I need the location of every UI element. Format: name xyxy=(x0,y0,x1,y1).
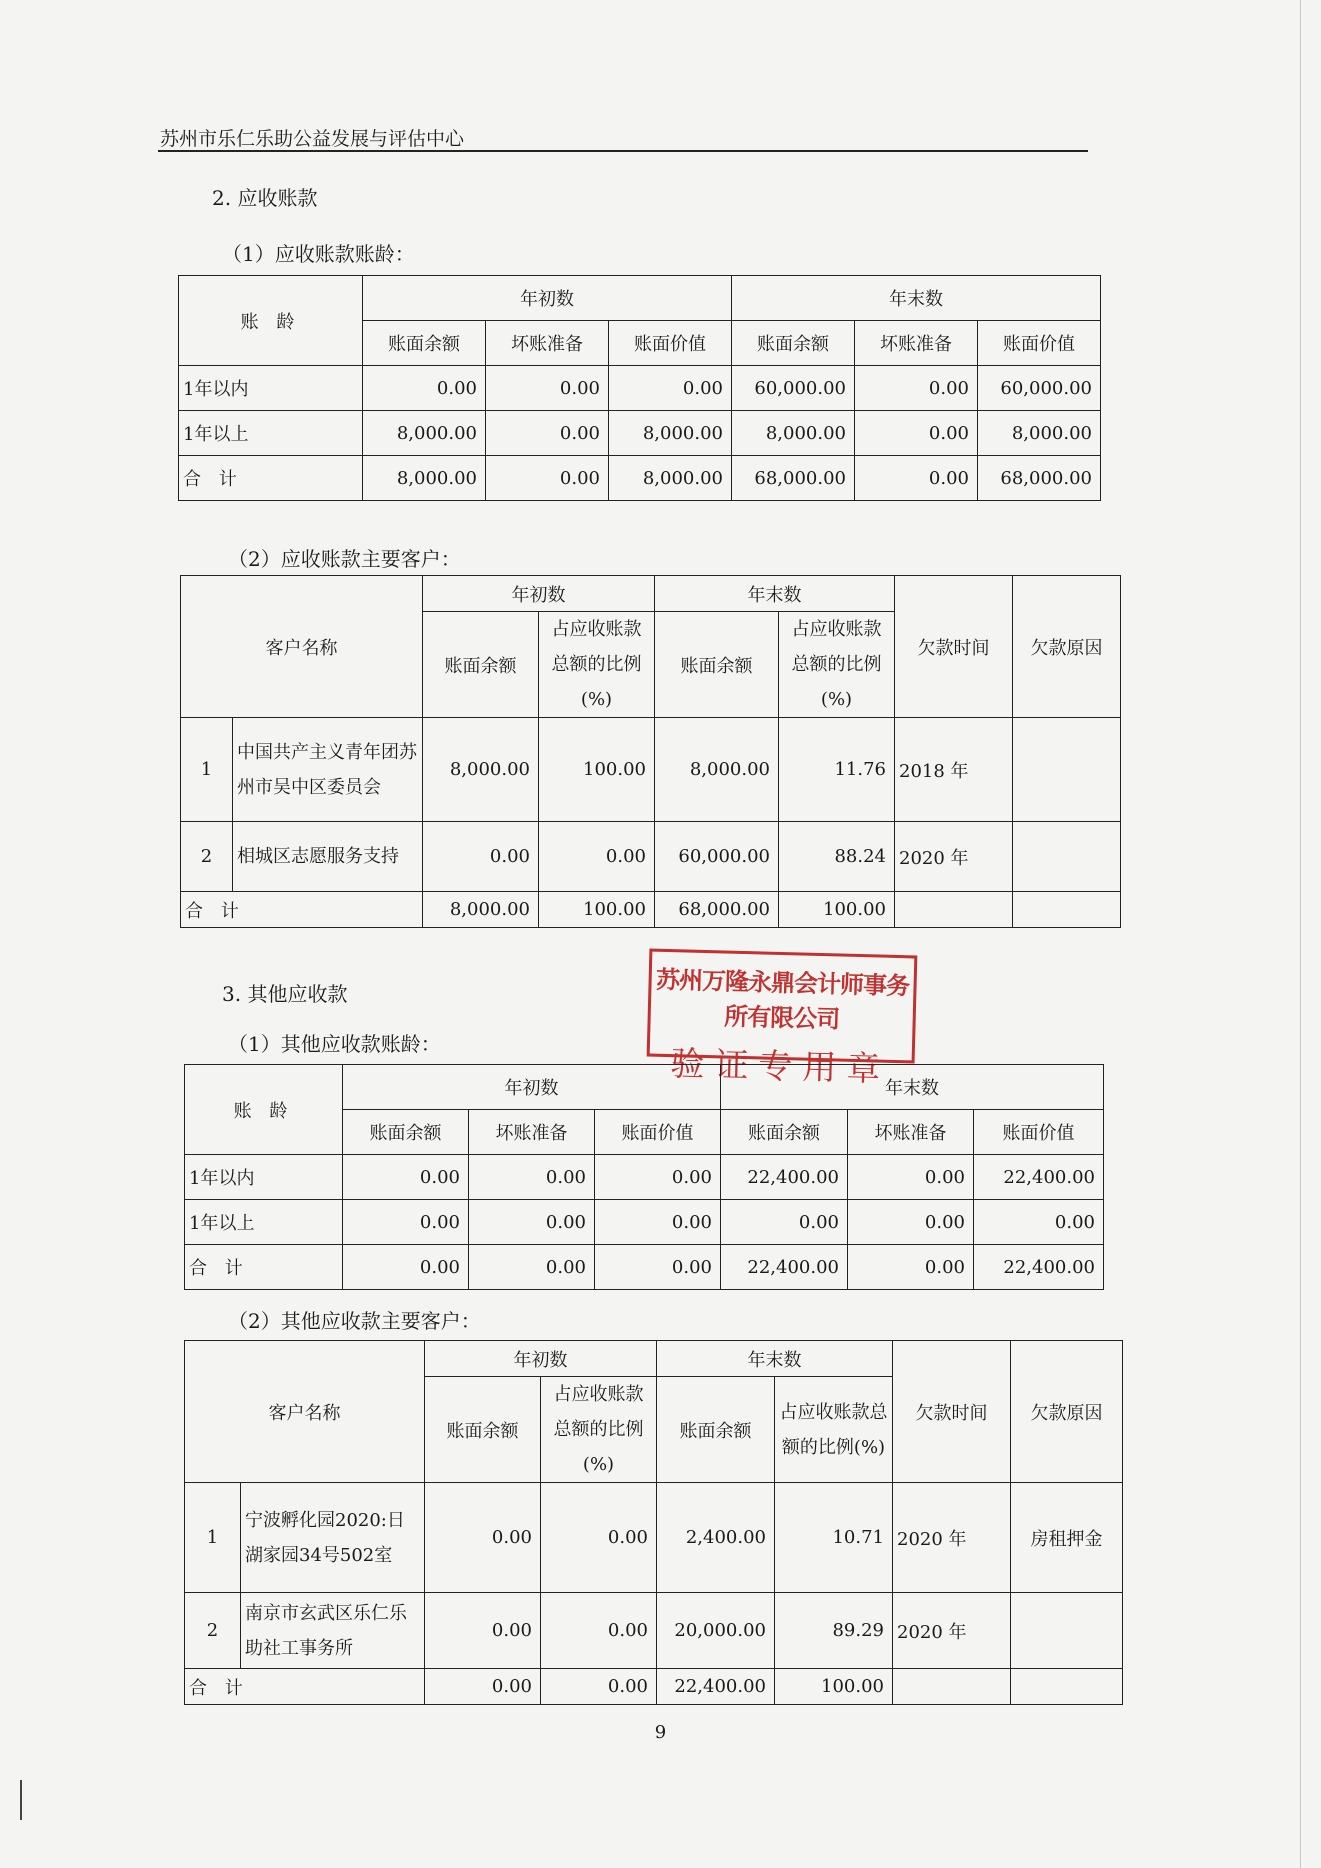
cell-total-label: 合 计 xyxy=(179,456,363,501)
cell-value: 68,000.00 xyxy=(655,892,779,928)
cell-empty xyxy=(1013,892,1121,928)
cell-value: 0.00 xyxy=(855,411,978,456)
cell-value: 0.00 xyxy=(848,1245,974,1290)
scan-edge-line xyxy=(1300,0,1301,1868)
cell-value: 100.00 xyxy=(539,718,655,822)
header-ratio: 占应收账款总额的比例(%) xyxy=(779,612,895,718)
cell-value: 0.00 xyxy=(721,1200,848,1245)
cell-value: 0.00 xyxy=(855,456,978,501)
table-row xyxy=(185,1200,1104,1245)
cell-value: 0.00 xyxy=(363,366,486,411)
cell-value: 0.00 xyxy=(595,1200,721,1245)
header-ratio: 占应收账款总额的比例(%) xyxy=(541,1377,657,1483)
cell-value: 0.00 xyxy=(343,1245,469,1290)
cell-value: 0.00 xyxy=(539,822,655,892)
header-rule xyxy=(158,150,1088,152)
header-book-balance: 账面余额 xyxy=(363,321,486,366)
cell-value: 0.00 xyxy=(855,366,978,411)
cell-value: 22,400.00 xyxy=(721,1245,848,1290)
cell-value: 22,400.00 xyxy=(721,1155,848,1200)
header-arrears-reason: 欠款原因 xyxy=(1011,1341,1123,1483)
cell-arrears-reason xyxy=(1013,718,1121,822)
cell-value: 22,400.00 xyxy=(657,1669,775,1705)
cell-value: 8,000.00 xyxy=(363,411,486,456)
subtitle-receivable-aging: （1）应收账款账龄： xyxy=(222,242,415,266)
header-book-balance: 账面余额 xyxy=(721,1110,848,1155)
cell-customer-name: 相城区志愿服务支持 xyxy=(233,822,423,892)
header-year-begin: 年初数 xyxy=(425,1341,657,1377)
cell-value: 60,000.00 xyxy=(655,822,779,892)
cell-value: 2,400.00 xyxy=(657,1483,775,1593)
table-row-total xyxy=(185,1245,1104,1290)
cell-arrears-time: 2020 年 xyxy=(893,1593,1011,1669)
section-title-receivables: 2. 应收账款 xyxy=(212,186,318,210)
cell-empty xyxy=(893,1669,1011,1705)
section-title-other-receivables: 3. 其他应收款 xyxy=(222,982,348,1006)
cell-value: 0.00 xyxy=(343,1155,469,1200)
header-year-end: 年末数 xyxy=(657,1341,893,1377)
header-ratio: 占应收账款总额的比例(%) xyxy=(775,1377,893,1483)
header-bad-debt: 坏账准备 xyxy=(486,321,609,366)
cell-value: 68,000.00 xyxy=(732,456,855,501)
cell-value: 100.00 xyxy=(775,1669,893,1705)
header-book-value: 账面价值 xyxy=(978,321,1101,366)
cell-customer-name: 中国共产主义青年团苏州市吴中区委员会 xyxy=(233,718,423,822)
header-aging: 账 龄 xyxy=(185,1065,343,1155)
other-receivable-customers-table xyxy=(184,1340,1123,1705)
header-book-balance: 账面余额 xyxy=(655,612,779,718)
cell-value: 0.00 xyxy=(595,1245,721,1290)
margin-mark xyxy=(20,1780,22,1820)
cell-value: 89.29 xyxy=(775,1593,893,1669)
header-year-begin: 年初数 xyxy=(363,276,732,321)
cell-value: 0.00 xyxy=(541,1669,657,1705)
stamp-firm-name: 苏州万隆永鼎会计师事务所有限公司 xyxy=(655,964,910,1034)
header-book-balance: 账面余额 xyxy=(343,1110,469,1155)
cell-value: 0.00 xyxy=(469,1200,595,1245)
cell-aging: 1年以内 xyxy=(179,366,363,411)
header-year-end: 年末数 xyxy=(721,1065,1104,1110)
table-row xyxy=(185,1483,1123,1593)
other-receivable-aging-table xyxy=(184,1064,1104,1290)
header-book-value: 账面价值 xyxy=(974,1110,1104,1155)
cell-value: 0.00 xyxy=(486,456,609,501)
cell-aging: 1年以上 xyxy=(179,411,363,456)
cell-value: 8,000.00 xyxy=(978,411,1101,456)
cell-aging: 1年以上 xyxy=(185,1200,343,1245)
cell-customer-name: 南京市玄武区乐仁乐助社工事务所 xyxy=(241,1593,425,1669)
header-year-begin: 年初数 xyxy=(423,576,655,612)
cell-index: 2 xyxy=(185,1593,241,1669)
receivable-aging-table xyxy=(178,275,1101,501)
cell-index: 2 xyxy=(181,822,233,892)
table-row xyxy=(185,1593,1123,1669)
cell-arrears-time: 2018 年 xyxy=(895,718,1013,822)
header-ratio: 占应收账款总额的比例(%) xyxy=(539,612,655,718)
subtitle-other-aging: （1）其他应收款账龄： xyxy=(228,1032,441,1056)
header-aging: 账 龄 xyxy=(179,276,363,366)
header-year-end: 年末数 xyxy=(732,276,1101,321)
cell-value: 0.00 xyxy=(974,1200,1104,1245)
table-row-total xyxy=(181,892,1121,928)
cell-total-label: 合 计 xyxy=(185,1669,425,1705)
cell-arrears-time: 2020 年 xyxy=(895,822,1013,892)
cell-value: 0.00 xyxy=(848,1200,974,1245)
cell-value: 8,000.00 xyxy=(423,892,539,928)
header-customer-name: 客户名称 xyxy=(181,576,423,718)
cell-customer-name: 宁波孵化园2020:日湖家园34号502室 xyxy=(241,1483,425,1593)
table-row xyxy=(185,1155,1104,1200)
subtitle-receivable-customers: （2）应收账款主要客户： xyxy=(228,547,461,571)
cell-aging: 1年以内 xyxy=(185,1155,343,1200)
cell-value: 8,000.00 xyxy=(609,411,732,456)
header-customer-name: 客户名称 xyxy=(185,1341,425,1483)
header-book-balance: 账面余额 xyxy=(732,321,855,366)
cell-value: 100.00 xyxy=(539,892,655,928)
cell-value: 0.00 xyxy=(595,1155,721,1200)
cell-value: 0.00 xyxy=(609,366,732,411)
cell-value: 8,000.00 xyxy=(423,718,539,822)
cell-value: 8,000.00 xyxy=(732,411,855,456)
cell-value: 0.00 xyxy=(425,1593,541,1669)
page-header-org: 苏州市乐仁乐助公益发展与评估中心 xyxy=(160,128,465,150)
cell-value: 60,000.00 xyxy=(732,366,855,411)
cell-value: 8,000.00 xyxy=(655,718,779,822)
cell-value: 0.00 xyxy=(425,1669,541,1705)
cell-value: 8,000.00 xyxy=(609,456,732,501)
cell-arrears-reason xyxy=(1011,1593,1123,1669)
cell-empty xyxy=(1011,1669,1123,1705)
header-book-value: 账面价值 xyxy=(609,321,732,366)
header-book-value: 账面价值 xyxy=(595,1110,721,1155)
table-row-total xyxy=(179,456,1101,501)
header-bad-debt: 坏账准备 xyxy=(848,1110,974,1155)
stamp-purpose: 验证专用章 xyxy=(669,1044,891,1090)
cell-value: 10.71 xyxy=(775,1483,893,1593)
table-row-total xyxy=(185,1669,1123,1705)
subtitle-other-customers: （2）其他应收款主要客户： xyxy=(228,1309,481,1333)
cell-total-label: 合 计 xyxy=(181,892,423,928)
table-row xyxy=(179,366,1101,411)
cell-value: 100.00 xyxy=(779,892,895,928)
cell-value: 22,400.00 xyxy=(974,1155,1104,1200)
header-book-balance: 账面余额 xyxy=(423,612,539,718)
cell-value: 0.00 xyxy=(425,1483,541,1593)
header-year-end: 年末数 xyxy=(655,576,895,612)
cell-total-label: 合 计 xyxy=(185,1245,343,1290)
cell-value: 11.76 xyxy=(779,718,895,822)
table-row xyxy=(179,411,1101,456)
cell-arrears-reason: 房租押金 xyxy=(1011,1483,1123,1593)
cell-index: 1 xyxy=(185,1483,241,1593)
header-book-balance: 账面余额 xyxy=(657,1377,775,1483)
header-book-balance: 账面余额 xyxy=(425,1377,541,1483)
cell-value: 68,000.00 xyxy=(978,456,1101,501)
cell-arrears-time: 2020 年 xyxy=(893,1483,1011,1593)
receivable-customers-table xyxy=(180,575,1121,928)
page-number: 9 xyxy=(654,1722,667,1743)
cell-value: 0.00 xyxy=(469,1245,595,1290)
cell-value: 0.00 xyxy=(848,1155,974,1200)
header-bad-debt: 坏账准备 xyxy=(469,1110,595,1155)
cell-value: 0.00 xyxy=(343,1200,469,1245)
cell-index: 1 xyxy=(181,718,233,822)
cell-value: 88.24 xyxy=(779,822,895,892)
cell-value: 0.00 xyxy=(541,1483,657,1593)
header-year-begin: 年初数 xyxy=(343,1065,721,1110)
cell-value: 60,000.00 xyxy=(978,366,1101,411)
cell-arrears-reason xyxy=(1013,822,1121,892)
cell-value: 0.00 xyxy=(469,1155,595,1200)
table-row xyxy=(181,822,1121,892)
header-bad-debt: 坏账准备 xyxy=(855,321,978,366)
cell-empty xyxy=(895,892,1013,928)
header-arrears-time: 欠款时间 xyxy=(893,1341,1011,1483)
header-arrears-reason: 欠款原因 xyxy=(1013,576,1121,718)
cell-value: 0.00 xyxy=(486,366,609,411)
cell-value: 20,000.00 xyxy=(657,1593,775,1669)
cell-value: 0.00 xyxy=(541,1593,657,1669)
table-row xyxy=(181,718,1121,822)
verification-seal-stamp xyxy=(647,949,918,1090)
cell-value: 0.00 xyxy=(486,411,609,456)
cell-value: 0.00 xyxy=(423,822,539,892)
cell-value: 8,000.00 xyxy=(363,456,486,501)
header-arrears-time: 欠款时间 xyxy=(895,576,1013,718)
cell-value: 22,400.00 xyxy=(974,1245,1104,1290)
